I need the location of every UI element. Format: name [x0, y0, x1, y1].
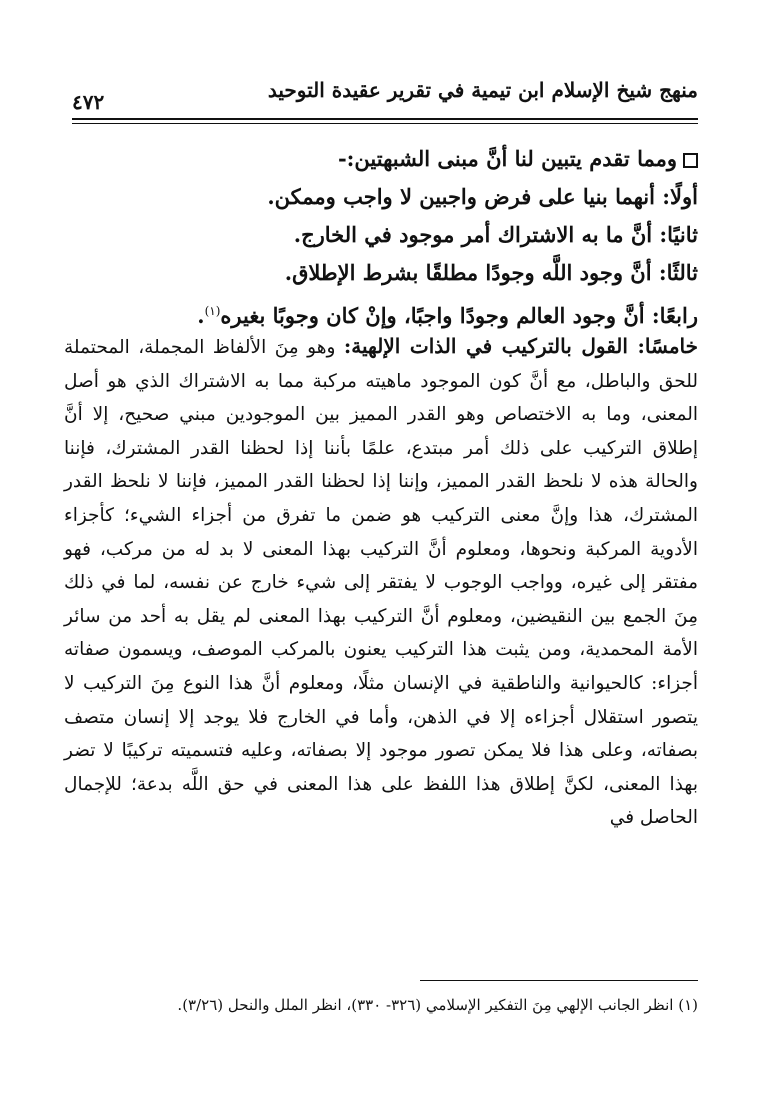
- point-third: [64, 254, 698, 292]
- header-rule: [72, 118, 698, 124]
- section-five-text: وهو مِنَ الألفاظ المجملة، المحتملة للحق والباطل، مع أنَّ كون الموجود ماهيته مركبة مما به الاشتراك الذي هو أصل المعنى، وما به الاختصاص وهو القدر المميز بين الموجودين مبني صحيح، إلا أنَّ إطلاق التركيب على ذلك أمر مبتدع، علمًا بأننا إذا لحظنا القدر المشترك، فإننا والحالة هذه لا نلحظ القدر المميز، وإننا إذا لحظنا القدر المميز، فإننا لا نلحظ القدر المشترك، هذا وإنَّ معنى التركيب هو ضمن ما تفرق من أجزاء الشيء؛ كأجزاء الأدوية المركبة ونحوها، ومعلوم أنَّ التركيب بهذا المعنى لا بد له من مركب، فهو مفتقر إلى غيره، وواجب الوجوب لا يفتقر إلى شيء خارج عن نفسه، لما في ذلك مِنَ الجمع بين النقيضين، ومعلوم أنَّ التركيب بهذا المعنى لم يقل به أحد من سائر الأمة المحمدية، ومن يثبت هذا التركيب يعنون بالمركب الموصف، ويسمون صفاته أجزاء: كالحيوانية والناطقية في الإنسان مثلًا، ومعلوم أنَّ هذا النوع مِنَ التركيب لا يتصور استقلال أجزاءه إلا في الذهن، وأما في الخارج فلا يوجد إلا إنسان متصف بصفاته، وعلى هذا فلا يمكن تصور موجود إلا بصفاته، وعليه فتسميته تركيبًا لا تضر بهذا المعنى، لكنَّ إطلاق هذا اللفظ على هذا المعنى في حق اللَّه بدعة؛ للإجمال الحاصل في: [64, 337, 698, 829]
- point-end: .: [197, 303, 205, 328]
- running-title: منهج شيخ الإسلام ابن تيمية في تقرير عقيدة التوحيد: [267, 78, 698, 102]
- footnote-rule: [420, 980, 698, 981]
- point-fourth: [64, 292, 698, 330]
- intro-line: [64, 140, 698, 178]
- point-first: [64, 178, 698, 216]
- section-five-label: خامسًا: القول بالتركيب في الذات الإلهية:: [343, 334, 698, 358]
- point-label: رابعًا:: [651, 303, 698, 328]
- section-five-paragraph: [64, 330, 698, 835]
- point-text: أنهما بنيا على فرض واجبين لا واجب وممكن.: [267, 184, 663, 209]
- main-text: [64, 140, 698, 835]
- point-label: ثانيًا:: [659, 222, 698, 247]
- page-number: ٤٧٢: [72, 90, 105, 114]
- point-second: [64, 216, 698, 254]
- footnote-reference: (١): [204, 304, 221, 318]
- point-text: أنَّ وجود اللَّه وجودًا مطلقًا بشرط الإطلاق.: [284, 260, 659, 285]
- point-label: أولًا:: [662, 184, 698, 209]
- intro-text: ومما تقدم يتبين لنا أنَّ مبنى الشبهتين:-: [337, 146, 677, 171]
- point-text: أنَّ وجود العالم وجودًا واجبًا، وإنْ كان وجوبًا بغيره: [220, 303, 652, 328]
- point-text: أنَّ ما به الاشتراك أمر موجود في الخارج.: [293, 222, 660, 247]
- footnote: (١) انظر الجانب الإلهي مِنَ التفكير الإسلامي (٣٢٦- ٣٣٠)، انظر الملل والنحل (٣/٢٦).: [177, 996, 698, 1014]
- page-header: [72, 70, 698, 130]
- square-bullet-icon: [683, 153, 698, 168]
- point-label: ثالثًا:: [658, 260, 698, 285]
